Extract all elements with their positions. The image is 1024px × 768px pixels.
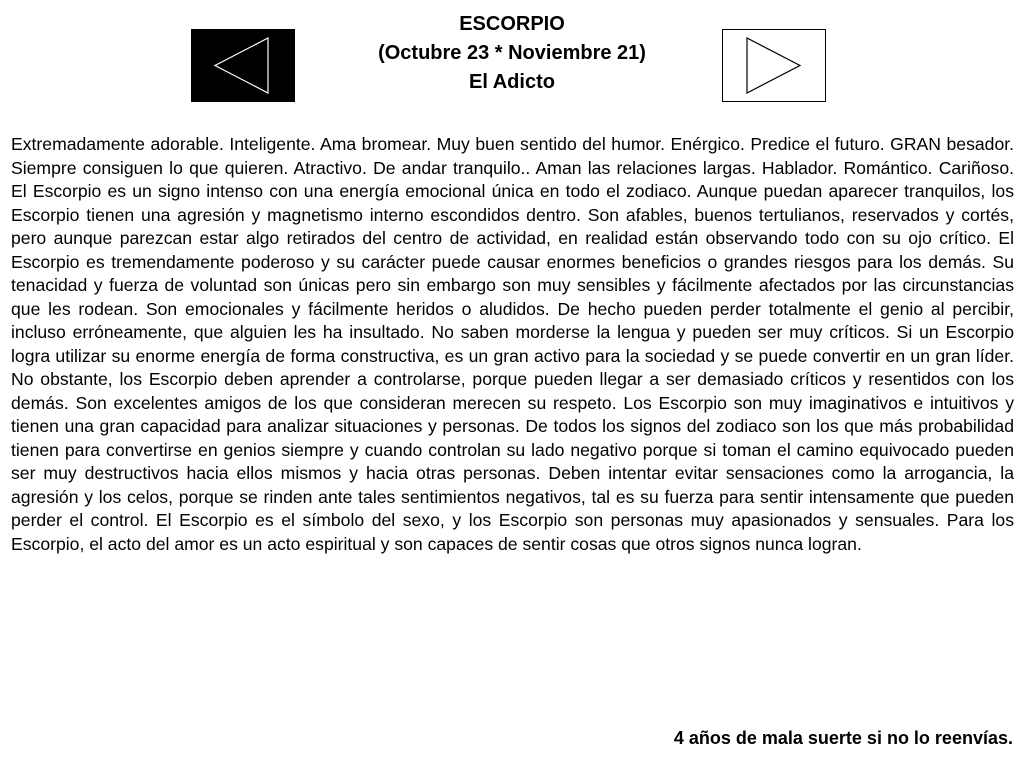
slide-header: [0, 10, 1024, 97]
next-slide-button[interactable]: [722, 29, 826, 102]
sign-dates: (Octubre 23 * Noviembre 21): [378, 42, 646, 64]
triangle-right-icon: [723, 30, 825, 101]
sign-title: ESCORPIO: [459, 13, 565, 35]
sign-nickname: El Adicto: [469, 71, 555, 93]
description-paragraph: Extremadamente adorable. Inteligente. Ama bromear. Muy buen sentido del humor. Enérgico. Predice el futuro. GRAN besador. Siempre consiguen lo que quieren. Atractivo. De andar tranquilo.. Aman las relaciones largas. Hablador. Romántico. Cariñoso. El Escorpio es un signo intenso con una energía emocional única en todo el zodiaco. Aunque puedan aparecer tranquilos, los Escorpio tienen una agresión y magnetismo interno escondidos dentro. Son afables, buenos tertulianos, reservados y cortés, pero aunque parezcan estar algo retirados del centro de actividad, en realidad están observando todo con su ojo crítico. El Escorpio es tremendamente poderoso y su carácter puede causar enormes beneficios o grandes riesgos para los demás. Su tenacidad y fuerza de voluntad son únicas pero sin embargo son muy sensibles y fácilmente afectados por las circunstancias que les rodean. Son emocionales y fácilmente heridos o aludidos. De hecho pueden perder totalmente el genio al percibir, incluso erróneamente, que alguien les ha insultado. No saben morderse la lengua y pueden ser muy críticos. Si un Escorpio logra utilizar su enorme energía de forma constructiva, es un gran activo para la sociedad y se puede convertir en un gran líder. No obstante, los Escorpio deben aprender a controlarse, porque pueden llegar a ser demasiado críticos y resentidos con los demás. Son excelentes amigos de los que consideran merecen su respeto. Los Escorpio son muy imaginativos e intuitivos y tienen una gran capacidad para analizar situaciones y personas. De todos los signos del zodiaco son los que más probabilidad tienen para convertirse en genios siempre y cuando controlan su lado negativo porque si toman el camino equivocado pueden ser muy destructivos hacia ellos mismos y hacia otras personas. Deben intentar evitar sensaciones como la arrogancia, la agresión y los celos, porque se rinden ante tales sentimientos negativos, tal es su fuerza para sentir intensamente que pueden perder el control. El Escorpio es el símbolo del sexo, y los Escorpio son personas muy apasionados y sensuales. Para los Escorpio, el acto del amor es un acto espiritual y son capaces de sentir cosas que otros signos nunca logran.: [11, 134, 1014, 554]
chain-letter-warning: 4 años de mala suerte si no lo reenvías.: [673, 728, 1013, 748]
